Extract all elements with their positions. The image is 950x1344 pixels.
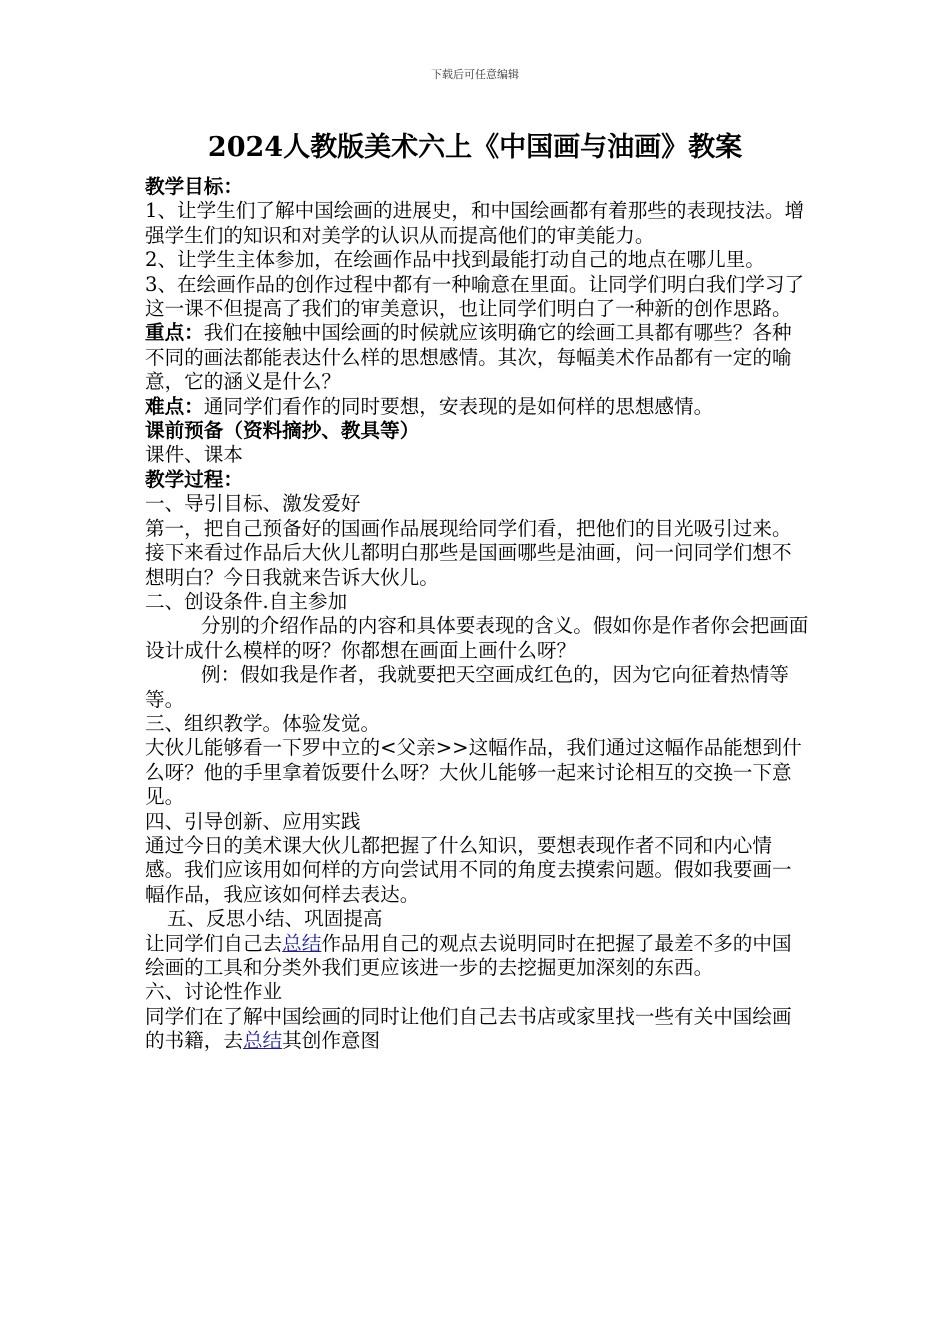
step3-text: 大伙儿能够看一下罗中立的<父亲>>这幅作品，我们通过这幅作品能想到什么呀？他的手里拿着饭要什么呀？大伙儿能够一起来讨论相互的交换一下意见。 — [145, 736, 802, 809]
step2-text-b: 例：假如我是作者，我就要把天空画成红色的，因为它向征着热情等等。 — [145, 663, 789, 711]
step4-heading: 四、引导创新、应用实践 — [145, 809, 361, 833]
process-heading: 教学过程： — [145, 467, 243, 491]
step5-text — [145, 932, 810, 981]
goal-item-1: 1、让学生们了解中国绘画的进展史，和中国绘画都有着那些的表现技法。增强学生们的知识和对美学的认识从而提高他们的审美能力。 — [145, 199, 805, 247]
step6-heading: 六、讨论性作业 — [145, 980, 283, 1004]
summary-link[interactable]: 总结 — [282, 931, 322, 955]
key-point-label: 重点： — [145, 321, 204, 345]
step3-heading: 三、组织教学。体验发觉。 — [145, 711, 381, 735]
step1-heading: 一、导引目标、激发爱好 — [145, 492, 361, 516]
document-body — [145, 175, 810, 1054]
step6-text — [145, 1005, 810, 1054]
step5-text-before: 让同学们自己去 — [145, 931, 283, 955]
difficulty-label: 难点： — [145, 394, 204, 418]
step5-heading: 五、反思小结、巩固提高 — [167, 907, 383, 931]
document-title: 2024人教版美术六上《中国画与油画》教案 — [207, 132, 743, 163]
key-point-paragraph — [145, 321, 810, 394]
prep-heading: 课前预备（资料摘抄、教具等） — [145, 419, 420, 443]
goals-heading: 教学目标： — [145, 175, 243, 198]
key-point-text: 我们在接触中国绘画的时候就应该明确它的绘画工具都有哪些？各种不同的画法都能表达什么样的思想感情。其次，每幅美术作品都有一定的喻意，它的涵义是什么？ — [145, 321, 792, 394]
step2-text-a: 分别的介绍作品的内容和具体要表现的含义。假如你是作者你会把画面设计成什么模样的呀？你都想在画面上画什么呀？ — [145, 614, 809, 662]
prep-text: 课件、课本 — [145, 443, 243, 467]
difficulty-text: 通同学们看作的同时要想，安表现的是如何样的思想感情。 — [203, 394, 714, 418]
goal-item-2: 2、让学生主体参加，在绘画作品中找到最能打动自己的地点在哪儿里。 — [145, 248, 765, 272]
goal-item-3: 3、在绘画作品的创作过程中都有一种喻意在里面。让同学们明白我们学习了这一课不但提高了我们的审美意识，也让同学们明白了一种新的创作思路。 — [145, 272, 805, 321]
step6-text-before: 同学们在了解中国绘画的同时让他们自己去书店或家里找一些有关中国绘画的书籍，去 — [145, 1004, 792, 1053]
summary-link[interactable]: 总结 — [242, 1029, 283, 1053]
step2-heading: 二、创设条件.自主参加 — [145, 589, 348, 613]
step5-text-after: 作品用自己的观点去说明同时在把握了最差不多的中国绘画的工具和分类外我们更应该进一步的去挖掘更加深刻的东西。 — [145, 931, 792, 979]
difficulty-paragraph — [145, 395, 810, 419]
step6-text-after: 其创作意图 — [282, 1029, 381, 1053]
page-header-note: 下载后可任意编辑 — [431, 68, 519, 81]
step1-text: 第一，把自己预备好的国画作品展现给同学们看，把他们的目光吸引过来。接下来看过作品后大伙儿都明白那些是国画哪些是油画，问一问同学们想不想明白？今日我就来告诉大伙儿。 — [145, 516, 792, 589]
step4-text: 通过今日的美术课大伙儿都把握了什么知识，要想表现作者不同和内心情感。我们应该用如何样的方向尝试用不同的角度去摸索问题。假如我要画一幅作品，我应该如何样去表达。 — [145, 833, 792, 906]
